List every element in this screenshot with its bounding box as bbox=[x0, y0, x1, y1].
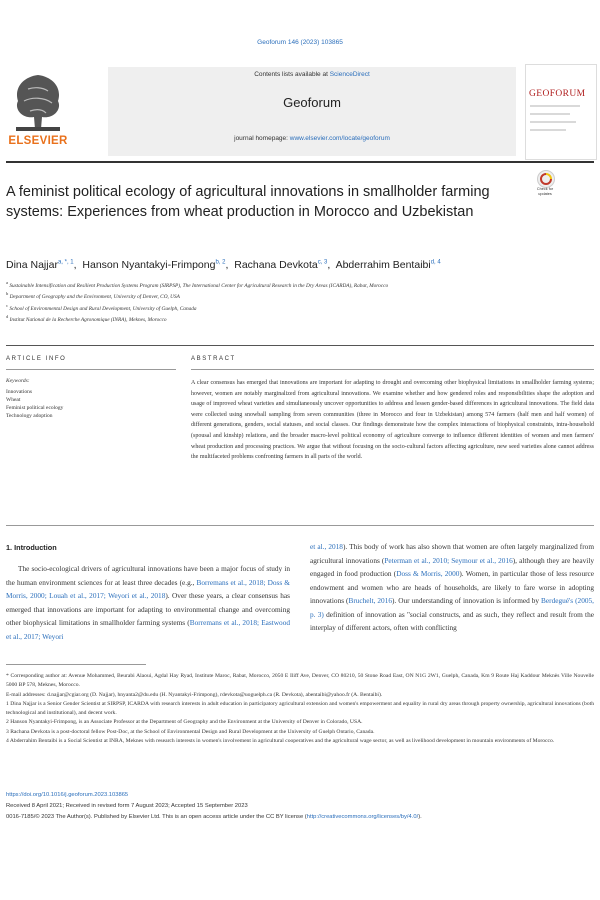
sciencedirect-link[interactable]: ScienceDirect bbox=[329, 71, 370, 78]
footnote: 4 Abderrahim Bentaibi is a Social Scientist at INRA, Meknes with research interests in women's involvement in agricultural cooperatives and the agricultural wage sector, as well as livelihood development in mountain environments of Morocco. bbox=[6, 738, 555, 745]
author[interactable]: Dina Najjar$^{a, *, 1}$ bbox=[6, 259, 74, 271]
elsevier-tree-icon bbox=[8, 67, 68, 133]
abstract-text: A clear consensus has emerged that innovations are important for adapting to drought and overcoming other biophysical limitations in smallholder farming systems; however, women are notably marginalized from agricultural innovations. We examine whether and how gendered roles and responsibilities shape the adoption and usage of improved wheat varieties and simultaneously uncover opportunities to address and lessen gender-based differences in agricultural innovations. The field data were collected using snowball sampling from seven communities (three in Morocco and four in Uzbekistan) among 574 farmers (half men and half women) of different generations, genders, social statuses, and social classes. Our findings demonstrate how the complex interactions of biophysical constraints, intra-household (spousal and kinship) relations, and the broader macro-level political economy of agriculture converge to influence different identities of women and men farmers' wheat production and processing practices. We argue that without focusing on the socio-cultural factors affecting agriculture, new seed varieties alone cannot address the multifaceted problems confronting farmers in all parts of the world. bbox=[191, 380, 594, 461]
footnote: 3 Rachana Devkota is a post-doctoral fellow Post-Doc, at the School of Environmental Design and Rural Development at the University of Guelph Ontario, Canada. bbox=[6, 728, 375, 735]
publication-info bbox=[6, 790, 594, 823]
citation-link[interactable]: Borremans et al., 2018; Doss & Morris, 2000; Louah et al., 2017; Weyori et al., 2018 bbox=[6, 577, 290, 600]
journal-cover-thumbnail[interactable] bbox=[525, 64, 597, 160]
cover-rule bbox=[530, 105, 580, 107]
footnote: 1 Dina Najjar is a Senior Gender Scientist at SIRPSP, ICARDA with research interests in adult education in participatory agricultural extension and women's empowerment and equality in rural dry areas through property ownership, agricultural innovations (both technological and institutional), and decent work. bbox=[6, 700, 594, 717]
affiliations bbox=[6, 279, 594, 324]
keyword: Innovations bbox=[6, 389, 32, 395]
homepage-prefix: journal homepage: bbox=[234, 135, 290, 142]
affiliation: $^b$ Department of Geography and the Environment, University of Denver, CO, USA bbox=[6, 291, 180, 301]
license-link[interactable]: http://creativecommons.org/licenses/by/4.0/ bbox=[306, 814, 419, 820]
keywords-list bbox=[6, 388, 63, 420]
author[interactable]: Abderrahim Bentaibi$^{d, 4}$ bbox=[335, 259, 441, 271]
citation-link[interactable]: Doss & Morris, 2000 bbox=[396, 569, 460, 578]
abstract-heading: ABSTRACT bbox=[191, 356, 236, 362]
contents-line bbox=[108, 71, 516, 78]
citation-link[interactable]: Berdegué's (2005, p. 3) bbox=[310, 596, 594, 619]
citation-link[interactable]: Bruchelt, 2016 bbox=[348, 596, 392, 605]
journal-banner bbox=[108, 67, 516, 156]
check-updates-icon bbox=[537, 170, 555, 188]
footnote: E-mail addresses: d.najjar@cgiar.org (D. Najjar), hnyanta2@du.edu (H. Nyantakyi-Frimpong), rdevkota@uoguelph.ca (R. Devkota), abentaibi@yahoo.fr (A. Bentaibi). bbox=[6, 691, 383, 698]
keyword: Wheat bbox=[6, 397, 21, 404]
received-dates: Received 8 April 2021; Received in revised form 7 August 2023; Accepted 15 September 2023 bbox=[6, 803, 248, 809]
divider bbox=[6, 345, 594, 346]
keyword: Feminist political ecology bbox=[6, 405, 64, 412]
footnotes bbox=[6, 672, 594, 746]
citation-link[interactable]: Borremans et al., 2018; Eastwood et al., 2017; Weyori bbox=[6, 618, 290, 641]
divider bbox=[6, 525, 594, 526]
cover-rule bbox=[530, 129, 566, 131]
cover-rule bbox=[530, 121, 576, 123]
body-right-column: et al., 2018). This body of work has also shown that women are often largely marginalized from agricultural innovations (Peterman et al., 2010; Seymour et al., 2016), although they are heavily engaged in food production (Doss & Morris, 2000). Women, in particular those of less resource endowment and women who are heads of households, are likely to fare worse in adopting innovations (Bruchelt, 2016). Our understanding of innovation is informed by Berdegué's (2005, p. 3) definition of innovation as "social constructs, and as such, they reflect and result from the interplay of different actors, often with conflicting bbox=[310, 542, 595, 632]
keywords-title: Keywords: bbox=[6, 378, 30, 384]
divider bbox=[191, 369, 594, 370]
section-heading: 1. Introduction bbox=[6, 543, 57, 552]
divider bbox=[6, 369, 176, 370]
footnote-rule bbox=[6, 664, 146, 665]
author[interactable]: Rachana Devkota$^{c, 3}$ bbox=[234, 259, 328, 271]
footnote: * Corresponding author at: Avenue Mohammed, Beurabi Alaoui, Agdal Hay Ryad, Institute Maroc, Rabat, Morocco, 2050 E Iliff Ave, Denver, CO 80210, 50 Stone Road East, ON N1G 2W1, Guelph, Canada, Km 9 Route Haj Kaddour Meknès Ville Nouvelle 5000 BP 578, Meknes, Morocco. bbox=[6, 673, 594, 689]
article-title: A feminist political ecology of agricultural innovations in smallholder farming systems: Experiences from wheat production in Morocco and Uzbekistan bbox=[6, 184, 490, 220]
author[interactable]: Hanson Nyantakyi-Frimpong$^{b, 2}$ bbox=[82, 259, 226, 271]
citation-link[interactable]: Peterman et al., 2010; Seymour et al., 2016 bbox=[384, 555, 513, 565]
article-info-heading: ARTICLE INFO bbox=[6, 356, 67, 362]
doi-link[interactable]: https://doi.org/10.1016/j.geoforum.2023.103865 bbox=[6, 792, 129, 798]
journal-title: Geoforum bbox=[283, 95, 341, 110]
check-updates-label: Check for updates bbox=[536, 187, 554, 196]
affiliation: $^d$ Institut National de la Recherche Agronomique (INRA), Meknes, Morocco bbox=[6, 314, 167, 323]
affiliation: $^c$ School of Environmental Design and Rural Development, University of Guelph, Canada bbox=[6, 302, 197, 312]
homepage-link[interactable]: www.elsevier.com/locate/geoforum bbox=[289, 135, 390, 142]
author-list: Dina Najjar$^{a, *, 1}$, Hanson Nyantakyi-Frimpong$^{b, 2}$, Rachana Devkota$^{c, 3}$, Abderrahim Bentaibi$^{d, 4}$ bbox=[6, 259, 441, 271]
elsevier-wordmark: ELSEVIER bbox=[8, 135, 68, 147]
elsevier-logo[interactable] bbox=[6, 67, 70, 156]
header-divider bbox=[6, 161, 594, 163]
cover-title: GEOFORUM bbox=[529, 89, 586, 99]
body-left-column: The socio-ecological drivers of agricultural innovations have been a major focus of study in the human environment sciences for at least three decades (e.g., Borremans et al., 2018; Doss & Morris, 2000; Louah et al., 2017; Weyori et al., 2018). Over these years, a clear consensus has emerged that innovations are important for adapting to environmental change and overcoming other biophysical limitations in smallholder farming systems (Borremans et al., 2018; Eastwood et al., 2017; Weyori bbox=[6, 564, 290, 641]
journal-reference[interactable]: Geoforum 146 (2023) 103865 bbox=[257, 39, 343, 46]
affiliation: $^a$ Sustainable Intensification and Resilient Production Systems Program (SIRPSP), The International Center for Agricultural Research in the Dry Areas (ICARDA), Rabat, Morocco bbox=[6, 280, 389, 289]
cover-rule bbox=[530, 113, 570, 115]
citation-link[interactable]: et al., 2018 bbox=[310, 542, 343, 551]
homepage-line bbox=[108, 135, 516, 142]
keyword: Technology adoption bbox=[6, 413, 53, 420]
check-for-updates-badge[interactable] bbox=[531, 170, 559, 204]
contents-prefix: Contents lists available at bbox=[254, 71, 330, 78]
footnote: 2 Hanson Nyantakyi-Frimpong, is an Associate Professor at the Department of Geography and the Environment at the University of Denver in Colorado, USA. bbox=[6, 719, 363, 726]
license-line: 0016-7185/© 2023 The Author(s). Published by Elsevier Ltd. This is an open access article under the CC BY license (http://creativecommons.org/licenses/by/4.0/). bbox=[6, 814, 422, 820]
